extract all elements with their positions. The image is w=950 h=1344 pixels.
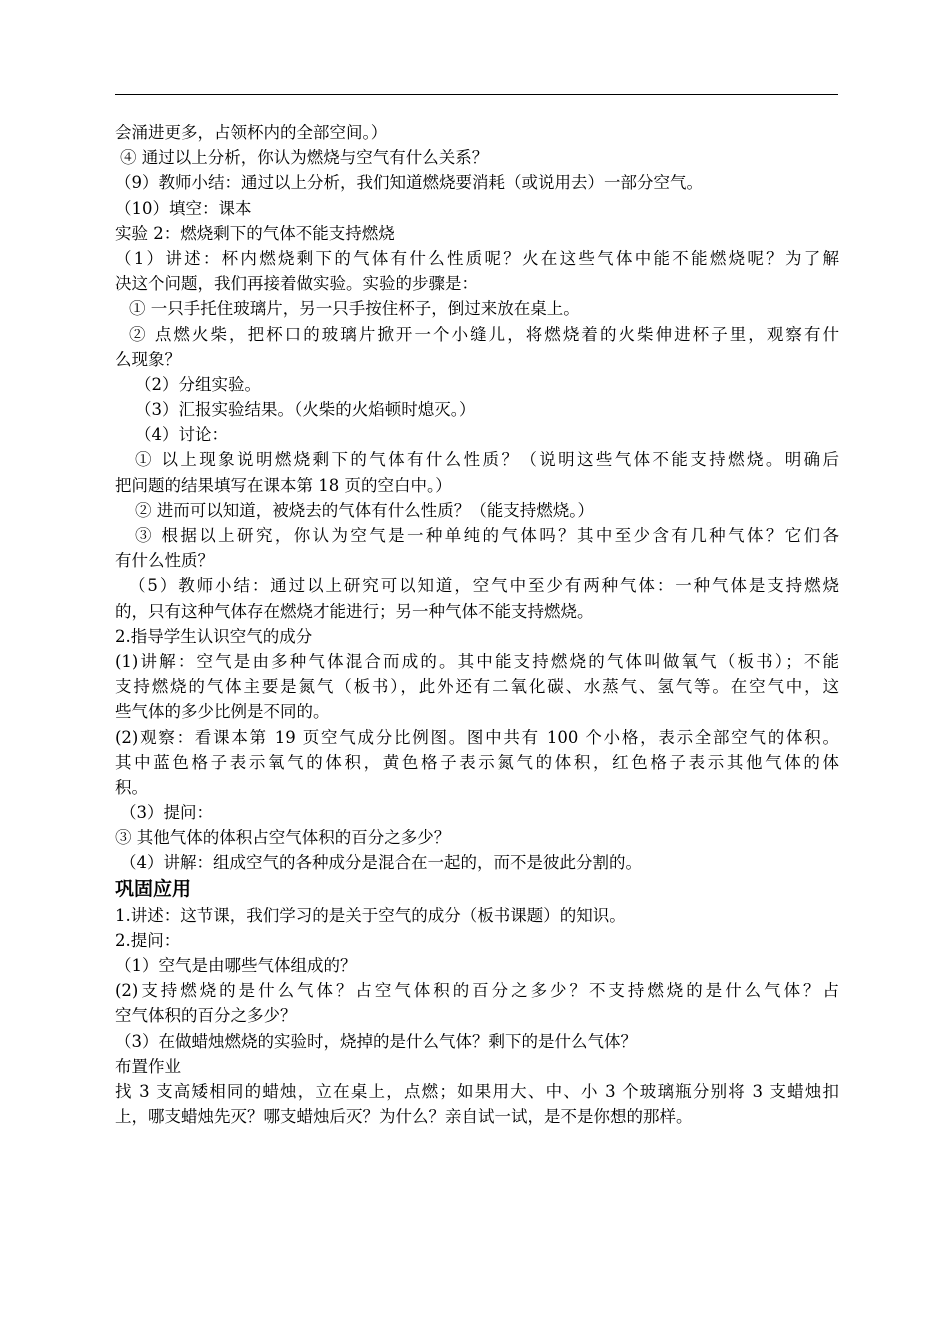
text-line: (1)讲解：空气是由多种气体混合而成的。其中能支持燃烧的气体叫做氧气（板书）；不能 <box>115 651 839 671</box>
text-line: （5）教师小结：通过以上研究可以知道，空气中至少有两种气体：一种气体是支持燃烧 <box>129 576 839 596</box>
text-line: 找 3 支高矮相同的蜡烛，立在桌上，点燃；如果用大、中、小 3 个玻璃瓶分别将 3 支蜡烛扣 <box>115 1081 839 1101</box>
text-line: （9）教师小结：通过以上分析，我们知道燃烧要消耗（或说用去）一部分空气。 <box>115 173 703 193</box>
text-line: 些气体的多少比例是不同的。 <box>115 702 330 722</box>
text-line: 把问题的结果填写在课本第 18 页的空白中。） <box>115 475 452 495</box>
text-line: ④ 通过以上分析，你认为燃烧与空气有什么关系？ <box>120 148 489 168</box>
text-line: (2)观察：看课本第 19 页空气成分比例图。图中共有 100 个小格，表示全部空气的体积。 <box>115 727 839 747</box>
text-line: 支持燃烧的气体主要是氮气（板书），此外还有二氧化碳、水蒸气、氢气等。在空气中，这 <box>115 677 839 697</box>
text-line: ① 以上现象说明燃烧剩下的气体有什么性质？（说明这些气体不能支持燃烧。明确后 <box>135 450 839 470</box>
text-line: （1）空气是由哪些气体组成的？ <box>115 956 357 975</box>
text-line: 积。 <box>115 777 148 797</box>
text-line: 1.讲述：这节课，我们学习的是关于空气的成分（板书课题）的知识。 <box>115 905 626 925</box>
text-line: （3）在做蜡烛燃烧的实验时，烧掉的是什么气体？剩下的是什么气体？ <box>115 1031 637 1051</box>
text-line: 会涌进更多，占领杯内的全部空间。） <box>115 123 388 142</box>
text-line: 空气体积的百分之多少？ <box>115 1006 297 1026</box>
text-line: （3）汇报实验结果。（火柴的火焰顿时熄灭。） <box>135 400 476 420</box>
text-line: 2.提问： <box>115 930 181 950</box>
text-line: 布置作业 <box>115 1056 181 1076</box>
document-body <box>115 120 839 1129</box>
text-line: ① 一只手托住玻璃片，另一只手按住杯子，倒过来放在桌上。 <box>129 299 580 319</box>
text-line: 实验 2：燃烧剩下的气体不能支持燃烧 <box>115 223 395 243</box>
section-heading: 巩固应用 <box>115 877 192 900</box>
text-line: （2）分组实验。 <box>135 374 261 394</box>
text-line: （10）填空：课本 <box>115 198 252 218</box>
text-line: ② 点燃火柴，把杯口的玻璃片掀开一个小缝儿，将燃烧着的火柴伸进杯子里，观察有什 <box>129 324 839 344</box>
text-line: 其中蓝色格子表示氧气的体积，黄色格子表示氮气的体积，红色格子表示其他气体的体 <box>115 752 839 772</box>
header-rule <box>115 94 838 95</box>
text-line: ③ 根据以上研究，你认为空气是一种单纯的气体吗？其中至少含有几种气体？它们各 <box>135 526 839 545</box>
text-line: 么现象？ <box>115 349 181 369</box>
text-line: 的，只有这种气体存在燃烧才能进行；另一种气体不能支持燃烧。 <box>115 601 594 621</box>
text-line: （3）提问： <box>120 803 213 823</box>
text-line: ③ 其他气体的体积占空气体积的百分之多少？ <box>115 828 451 848</box>
text-line: （4）讲解：组成空气的各种成分是混合在一起的，而不是彼此分割的。 <box>120 853 642 873</box>
text-line: 有什么性质？ <box>115 551 214 571</box>
text-line: ② 进而可以知道，被烧去的气体有什么性质？（能支持燃烧。） <box>135 500 594 520</box>
text-line: 2.指导学生认识空气的成分 <box>115 626 313 646</box>
text-line: 上，哪支蜡烛先灭？哪支蜡烛后灭？为什么？亲自试一试，是不是你想的那样。 <box>115 1107 693 1127</box>
text-line: （1）讲述：杯内燃烧剩下的气体有什么性质呢？火在这些气体中能不能燃烧呢？为了解 <box>115 248 839 268</box>
text-line: (2)支持燃烧的是什么气体？占空气体积的百分之多少？不支持燃烧的是什么气体？占 <box>115 981 839 1001</box>
text-line: 决这个问题，我们再接着做实验。实验的步骤是： <box>115 274 478 294</box>
text-line: （4）讨论： <box>135 425 228 445</box>
